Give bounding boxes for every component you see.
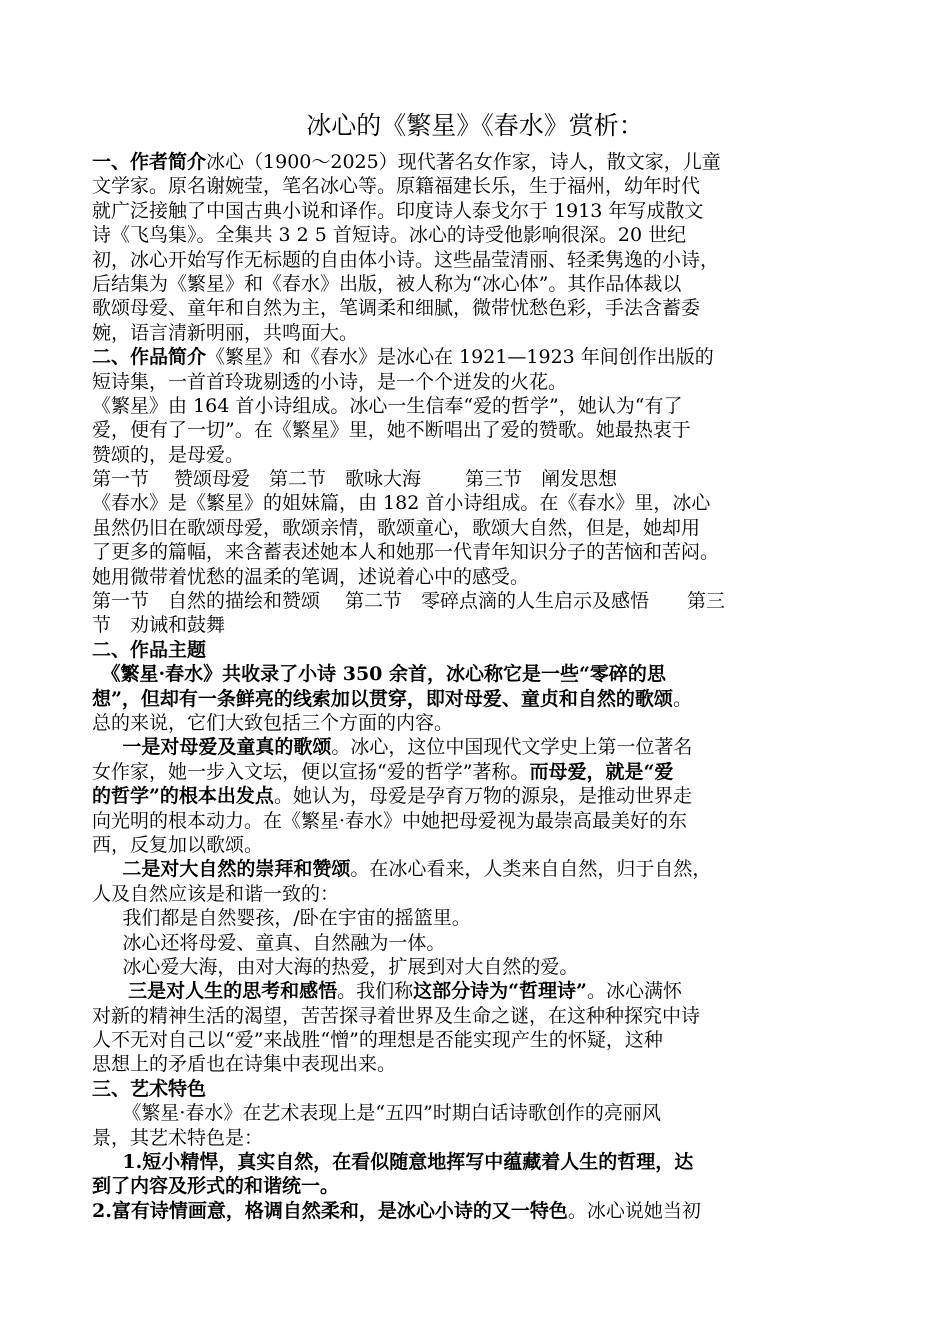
text-line — [92, 1126, 864, 1150]
text-span: 思想上的矛盾也在诗集中表现出来。 — [92, 1053, 397, 1076]
document-title: 冰心的《繁星》《春水》赏析： — [306, 111, 644, 140]
text-line — [92, 1199, 864, 1223]
text-line — [92, 760, 864, 784]
text-line — [92, 296, 864, 320]
text-line — [92, 150, 864, 174]
bold-text: 的哲学”的根本出发点 — [92, 785, 274, 808]
bold-text: 二是对大自然的崇拜和赞颂 — [122, 858, 351, 881]
text-line — [92, 1028, 864, 1052]
text-line — [92, 931, 864, 955]
text-line — [92, 370, 864, 394]
text-span: 。我们称 — [337, 980, 414, 1003]
text-line — [92, 687, 864, 711]
bold-text: 这部分诗为“哲理诗” — [413, 980, 587, 1003]
text-line — [92, 321, 864, 345]
bold-text: 想”，但却有一条鲜亮的线索加以贯穿，即对母爱、童贞和自然的歌颂 — [92, 687, 673, 710]
text-span: 就广泛接触了中国古典小说和译作。印度诗人泰戈尔于 1913 年写成散文 — [92, 199, 704, 222]
bold-text: 三是对人生的思考和感悟 — [128, 980, 338, 1003]
text-line — [92, 1052, 864, 1076]
bold-text: 二、作品简介 — [92, 346, 207, 369]
text-span: 冰心（1900～2025）现代著名女作家，诗人，散文家，儿童 — [206, 151, 721, 173]
text-span: 虽然仍旧在歌颂母爱，歌颂亲情，歌颂童心，歌颂大自然，但是，她却用 — [92, 516, 701, 539]
text-line — [92, 833, 864, 857]
text-line — [92, 1101, 864, 1125]
text-span: 后结集为《繁星》和《春水》出版，被人称为“冰心体”。其作品体裁以 — [92, 272, 682, 295]
text-line — [92, 735, 864, 759]
text-line — [92, 443, 864, 467]
text-line — [92, 857, 864, 881]
text-line — [92, 1077, 864, 1101]
text-line — [92, 467, 864, 491]
text-line — [92, 491, 864, 515]
bold-text: 到了内容及形式的和谐统一。 — [92, 1175, 340, 1198]
text-span: 歌颂母爱、童年和自然为主，笔调柔和细腻，微带忧愁色彩，手法含蓄委 — [92, 297, 701, 320]
text-span: 总的来说，它们大致包括三个方面的内容。 — [92, 711, 454, 734]
text-line — [92, 638, 864, 662]
text-span: 。她认为，母爱是孕育万物的源泉，是推动世界走 — [273, 785, 692, 808]
text-line — [92, 955, 864, 979]
bold-text: 三、艺术特色 — [92, 1077, 207, 1100]
text-span: 。冰心说她当初 — [567, 1199, 701, 1222]
text-line — [92, 711, 864, 735]
text-span: 短诗集，一首首玲珑剔透的小诗，是一个个迸发的火花。 — [92, 370, 568, 393]
text-span: 。冰心，这位中国现代文学史上第一位著名 — [331, 736, 693, 759]
text-span: 第一节 自然的描绘和赞颂 第二节 零碎点滴的人生启示及感悟 第三 — [92, 590, 726, 613]
text-span: 人不无对自己以“爱”来战胜“憎”的理想是否能实现产生的怀疑，这种 — [92, 1029, 663, 1052]
text-line — [92, 882, 864, 906]
text-line — [92, 784, 864, 808]
text-span: 。 — [672, 687, 692, 710]
text-span: 《繁星》由 164 首小诗组成。冰心一生信奉“爱的哲学”，她认为“有了 — [92, 394, 683, 417]
text-line — [92, 418, 864, 442]
text-line — [92, 1004, 864, 1028]
text-line — [92, 345, 864, 369]
text-span: 了更多的篇幅，来含蓄表述她本人和她那一代青年知识分子的苦恼和苦闷。 — [92, 541, 720, 564]
text-span: 文学家。原名谢婉莹，笔名冰心等。原籍福建长乐，生于福州，幼年时代 — [92, 175, 701, 198]
text-span: 《春水》是《繁星》的姐妹篇，由 182 首小诗组成。在《春水》里，冰心 — [92, 492, 711, 515]
text-span: 。在冰心看来，人类来自自然，归于自然， — [350, 858, 712, 881]
text-span: 爱，便有了一切”。在《繁星》里，她不断唱出了爱的赞歌。她最热衷于 — [92, 419, 691, 442]
bold-text: 1.短小精悍，真实自然，在看似随意地挥写中蕴藏着人生的哲理，达 — [122, 1151, 694, 1174]
text-line — [92, 906, 864, 930]
text-line — [92, 613, 864, 637]
text-span: 。冰心满怀 — [586, 980, 682, 1003]
text-line — [92, 979, 864, 1003]
text-line — [92, 174, 864, 198]
text-line — [92, 223, 864, 247]
text-span: 西，反复加以歌颂。 — [92, 833, 264, 856]
bold-text: 而母爱，就是“爱 — [529, 760, 674, 783]
bold-text: 一是对母爱及童真的歌颂 — [122, 736, 332, 759]
text-span: 赞颂的，是母爱。 — [92, 443, 245, 466]
text-span: 对新的精神生活的渴望，苦苦探寻着世界及生命之谜，在这种种探究中诗 — [92, 1004, 701, 1027]
text-line — [92, 516, 864, 540]
text-span: 景，其艺术特色是： — [92, 1126, 264, 1149]
text-span: 诗《飞鸟集》。全集共 3 2 5 首短诗。冰心的诗受他影响很深。20 世纪 — [92, 224, 687, 247]
document-body — [92, 150, 864, 1223]
text-span: 人及自然应该是和谐一致的： — [92, 882, 340, 905]
text-line — [92, 809, 864, 833]
text-line — [92, 248, 864, 272]
text-span: 她用微带着忧愁的温柔的笔调，述说着心中的感受。 — [92, 565, 530, 588]
text-span: 第一节 赞颂母爱 第二节 歌咏大海 第三节 阐发思想 — [92, 468, 618, 491]
text-span: 《繁星》和《春水》是冰心在 1921—1923 年间创作出版的 — [206, 346, 714, 369]
text-span: 冰心还将母爱、童真、自然融为一体。 — [122, 931, 446, 954]
text-span: 《繁星·春水》在艺术表现上是“五四”时期白话诗歌创作的亮丽风 — [122, 1102, 661, 1125]
text-line — [92, 199, 864, 223]
text-span: 向光明的根本动力。在《繁星·春水》中她把母爱视为最崇高最美好的东 — [92, 809, 688, 832]
text-span: 婉，语言清新明丽，共鸣面大。 — [92, 321, 359, 344]
text-span: 初，冰心开始写作无标题的自由体小诗。这些晶莹清丽、轻柔隽逸的小诗， — [92, 248, 720, 271]
text-line — [92, 662, 864, 686]
text-line — [92, 1150, 864, 1174]
bold-text: 《繁星·春水》共收录了小诗 350 余首，冰心称它是一些“零碎的思 — [101, 663, 666, 686]
text-span: 节 劝诫和鼓舞 — [92, 614, 226, 637]
bold-text: 二、作品主题 — [92, 638, 207, 661]
text-line — [92, 589, 864, 613]
text-line — [92, 540, 864, 564]
text-span: 我们都是自然婴孩，/卧在宇宙的摇篮里。 — [122, 907, 471, 930]
bold-text: 一、作者简介 — [92, 151, 207, 173]
text-line — [92, 272, 864, 296]
text-line — [92, 565, 864, 589]
text-span: 女作家，她一步入文坛，便以宣扬“爱的哲学”著称。 — [92, 760, 530, 783]
text-line — [92, 394, 864, 418]
text-line — [92, 1174, 864, 1198]
text-span: 冰心爱大海，由对大海的热爱，扩展到对大自然的爱。 — [122, 955, 579, 978]
bold-text: 2.富有诗情画意，格调自然柔和，是冰心小诗的又一特色 — [92, 1199, 568, 1222]
